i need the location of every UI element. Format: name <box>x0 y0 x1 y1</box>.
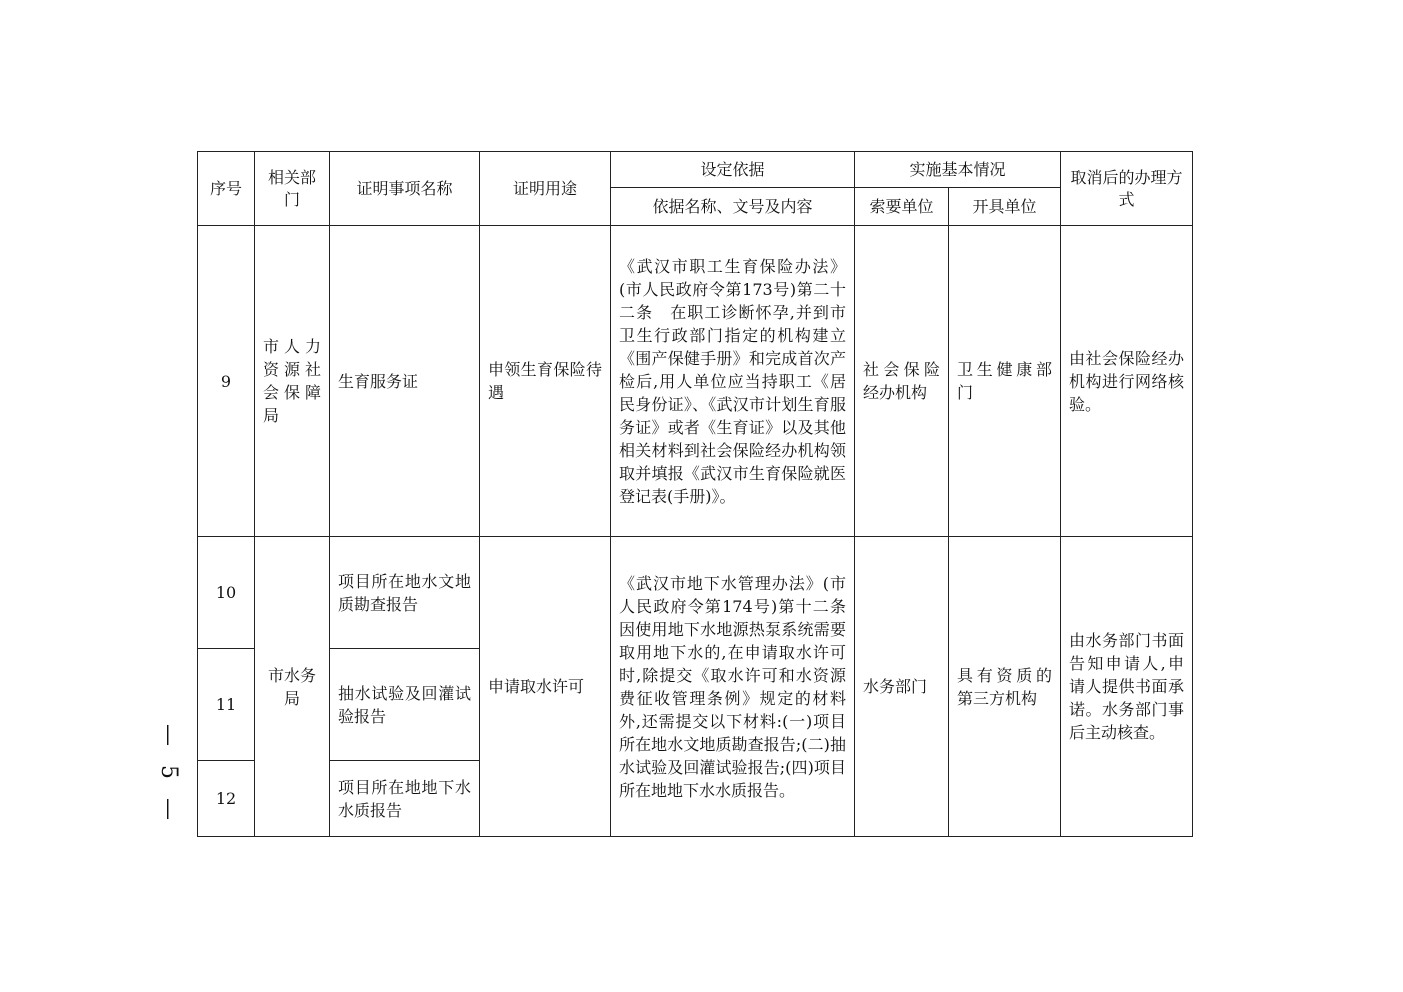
group-basis: 《武汉市地下水管理办法》(市人民政府令第174号)第十二条 因使用地下水地源热泵系统需要取用地下水的,在申请取水许可时,除提交《取水许可和水资源费征收管理条例》规定的材料外,还需提交以下材料:(一)项目所在地水文地质勘查报告;(二)抽水试验及回灌试验报告;(四)项目所在地地下水水质报告。 <box>611 537 855 837</box>
row-usage: 申领生育保险待遇 <box>480 226 611 537</box>
row-issue: 卫生健康部门 <box>949 226 1061 537</box>
header-usage: 证明用途 <box>480 152 611 226</box>
row-seq: 10 <box>198 537 255 649</box>
header-name: 证明事项名称 <box>330 152 480 226</box>
page-number: — 5 — <box>156 724 182 826</box>
row-req: 社会保险经办机构 <box>855 226 949 537</box>
row-name: 抽水试验及回灌试验报告 <box>330 649 480 761</box>
header-basis-sub: 依据名称、文号及内容 <box>611 188 855 226</box>
header-dept: 相关部门 <box>255 152 330 226</box>
header-impl-issue: 开具单位 <box>949 188 1061 226</box>
header-basis: 设定依据 <box>611 152 855 188</box>
group-usage: 申请取水许可 <box>480 537 611 837</box>
row-after: 由社会保险经办机构进行网络核验。 <box>1061 226 1193 537</box>
row-seq: 9 <box>198 226 255 537</box>
row-seq: 11 <box>198 649 255 761</box>
row-name: 项目所在地水文地质勘查报告 <box>330 537 480 649</box>
row-name: 生育服务证 <box>330 226 480 537</box>
certificate-table <box>197 151 1193 837</box>
group-issue: 具有资质的第三方机构 <box>949 537 1061 837</box>
group-req: 水务部门 <box>855 537 949 837</box>
table-row <box>198 537 1193 649</box>
group-after: 由水务部门书面告知申请人,申请人提供书面承诺。水务部门事后主动核查。 <box>1061 537 1193 837</box>
header-impl: 实施基本情况 <box>855 152 1061 188</box>
header-impl-req: 索要单位 <box>855 188 949 226</box>
row-dept: 市人力资源社会保障局 <box>255 226 330 537</box>
row-name: 项目所在地地下水水质报告 <box>330 761 480 837</box>
row-basis: 《武汉市职工生育保险办法》(市人民政府令第173号)第二十二条 在职工诊断怀孕,并到市卫生行政部门指定的机构建立《围产保健手册》和完成首次产检后,用人单位应当持职工《居民身份证》、《武汉市计划生育服务证》或者《生育证》以及其他相关材料到社会保险经办机构领取并填报《武汉市生育保险就医登记表(手册)》。 <box>611 226 855 537</box>
row-seq: 12 <box>198 761 255 837</box>
header-seq: 序号 <box>198 152 255 226</box>
table-row <box>198 226 1193 537</box>
group-dept: 市水务局 <box>255 537 330 837</box>
header-after: 取消后的办理方式 <box>1061 152 1193 226</box>
